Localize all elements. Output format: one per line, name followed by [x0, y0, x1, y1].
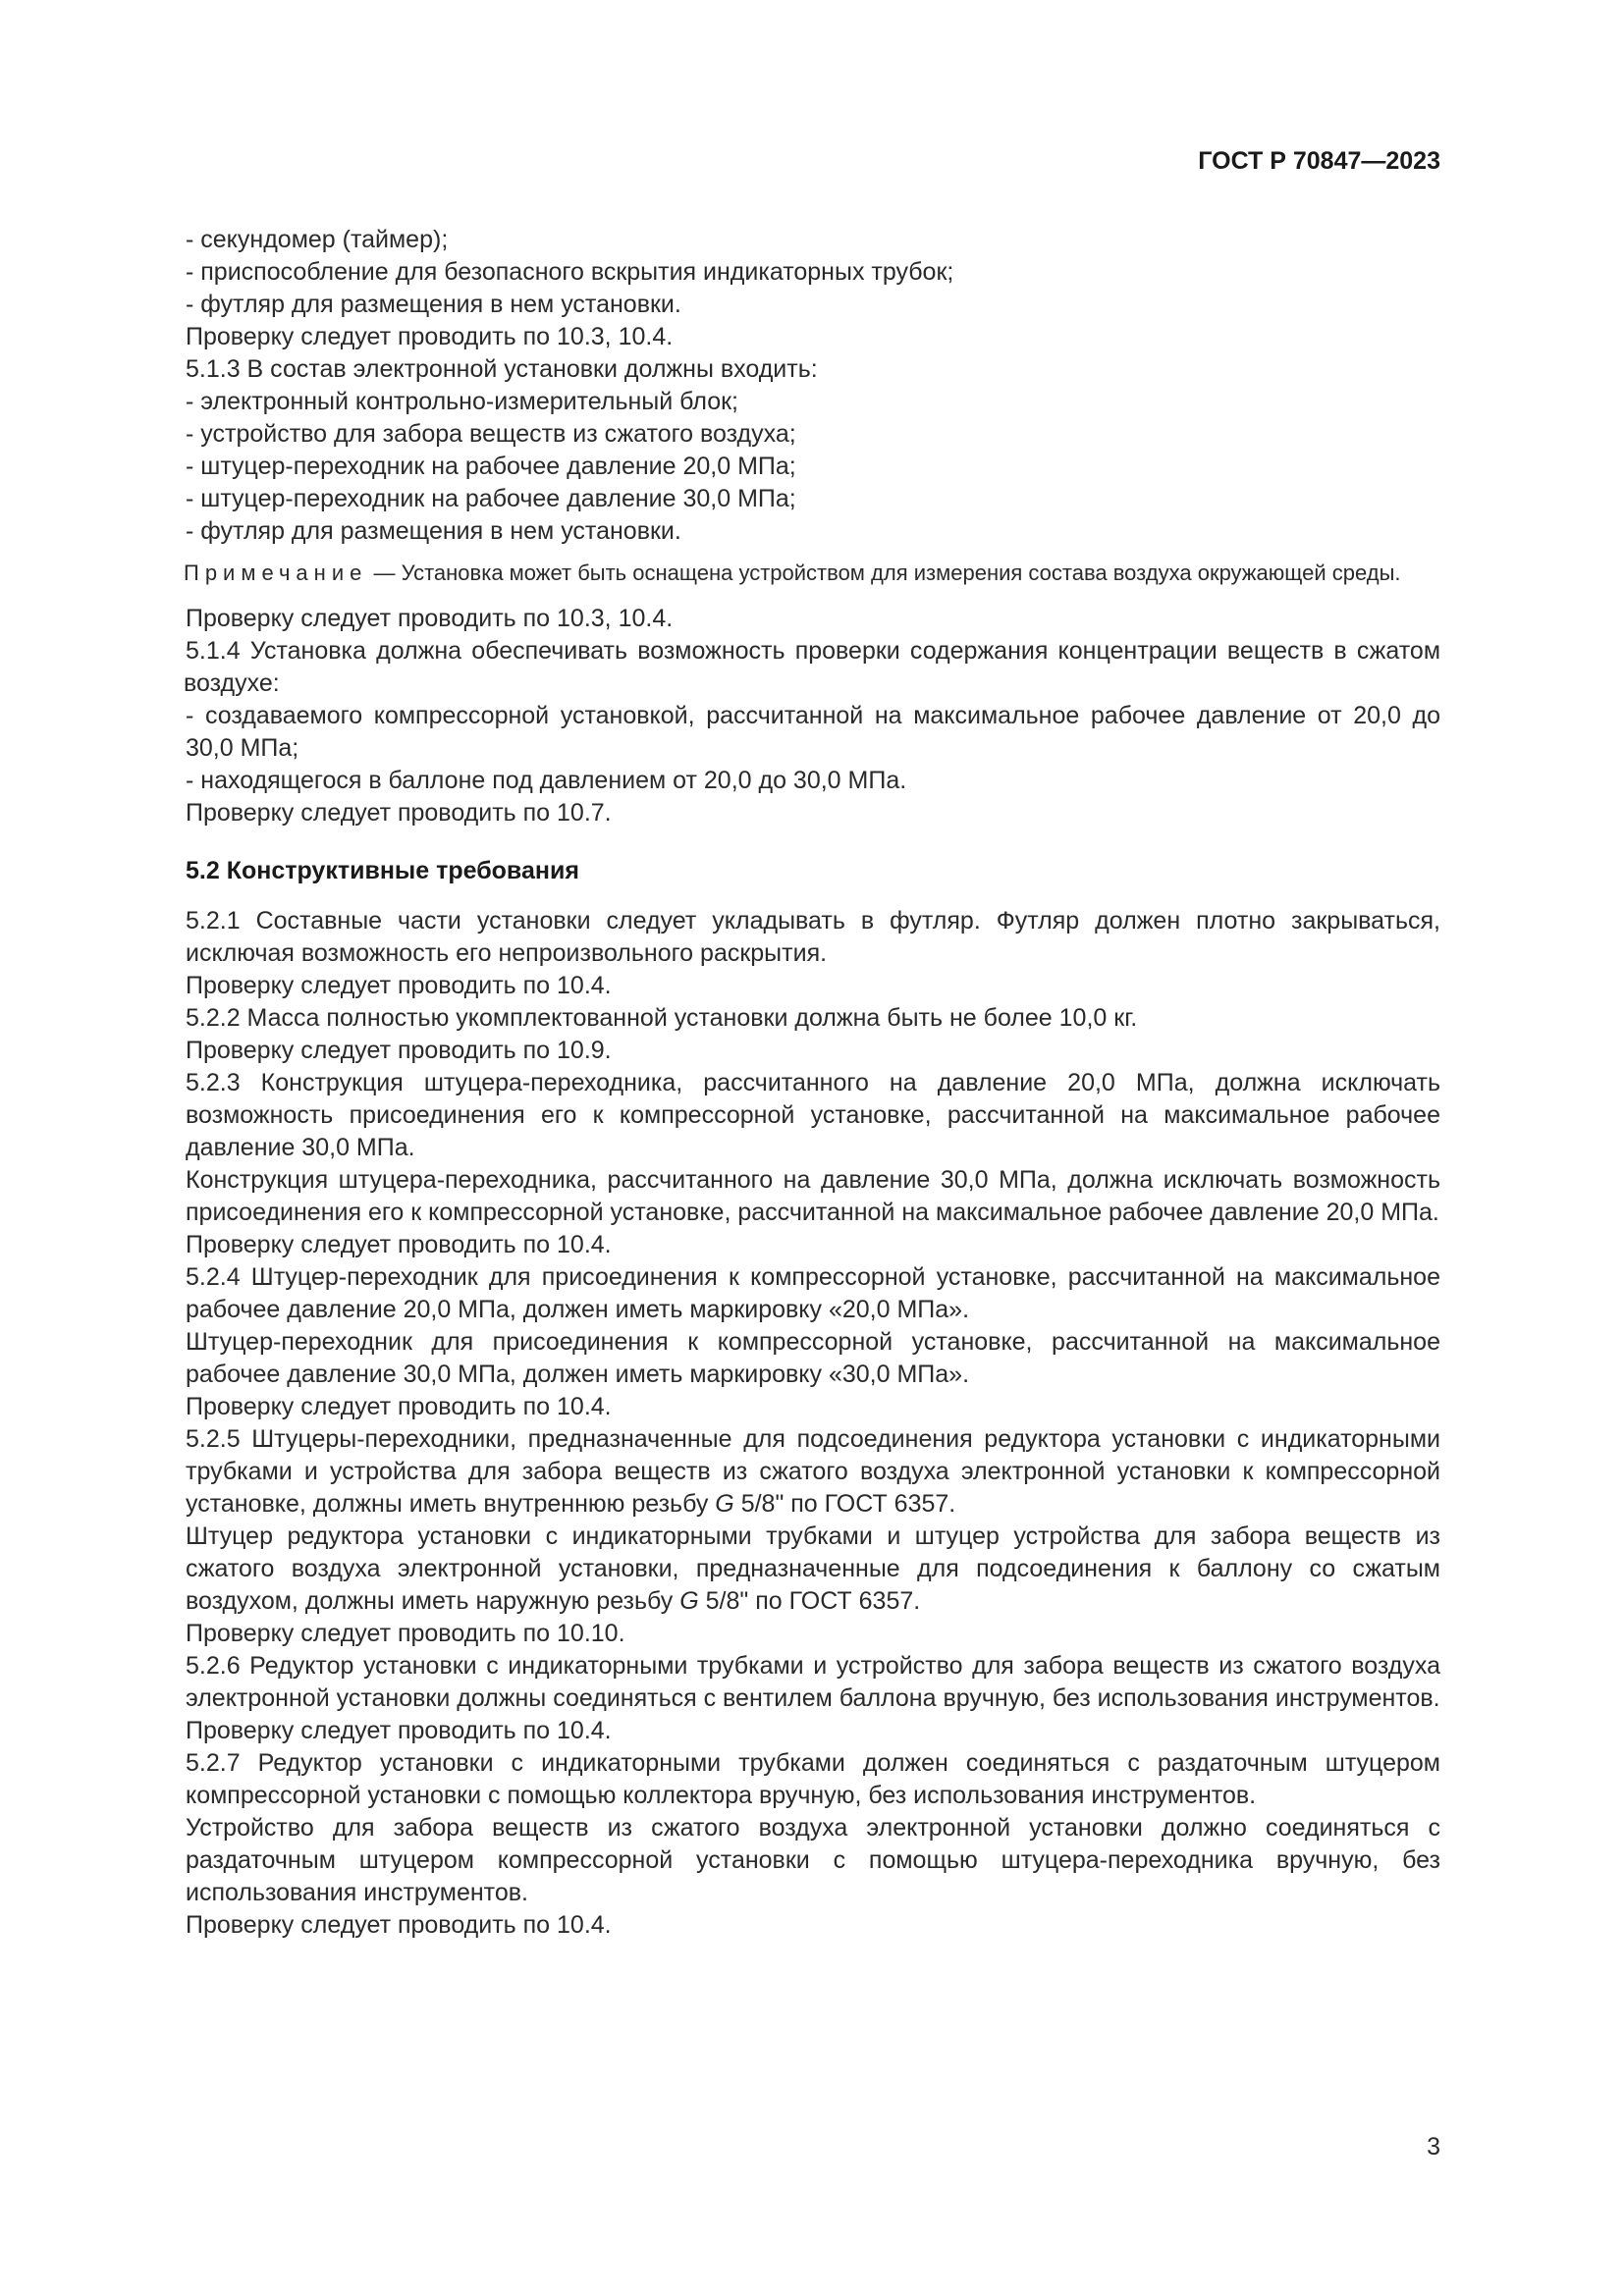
list-item: - находящегося в баллоне под давлением от 20,0 до 30,0 МПа. — [186, 767, 907, 794]
note-text: — Установка может быть оснащена устройством для измерения состава воздуха окружающей среды. — [367, 561, 1401, 585]
document-id: ГОСТ Р 70847—2023 — [1198, 147, 1440, 175]
clause-5-2-3: 5.2.3 Конструкция штуцера-переходника, рассчитанного на давление 20,0 МПа, должна исключать возможность присоединения его к компрессорной установке, рассчитанной на максимальное рабочее давление 30,0 МПа. — [186, 1069, 1440, 1161]
clause-5-2-2: 5.2.2 Масса полностью укомплектованной установки должна быть не более 10,0 кг. — [186, 1004, 1138, 1032]
paragraph: Устройство для забора веществ из сжатого воздуха электронной установки должно соединяться с раздаточным штуцером компрессорной установки с помощью штуцера-переходника вручную, без использования инструментов. — [186, 1814, 1440, 1906]
paragraph: Проверку следует проводить по 10.4. — [186, 972, 612, 999]
list-item: - электронный контрольно-измерительный блок; — [186, 388, 739, 415]
clause-5-1-4: 5.1.4 Установка должна обеспечивать возможность проверки содержания концентрации веществ в сжатом воздухе: — [184, 637, 1440, 697]
clause-5-2-4: 5.2.4 Штуцер-переходник для присоединения к компрессорной установке, рассчитанной на максимальное рабочее давление 20,0 МПа, должен иметь маркировку «20,0 МПа». — [186, 1263, 1440, 1323]
list-item: - устройство для забора веществ из сжатого воздуха; — [186, 420, 796, 448]
paragraph: Проверку следует проводить по 10.4. — [186, 1717, 612, 1744]
note — [184, 558, 1440, 589]
text-run: 5/8" по ГОСТ 6357. — [698, 1587, 921, 1615]
paragraph: Проверку следует проводить по 10.9. — [186, 1037, 612, 1064]
clause-5-2-7: 5.2.7 Редуктор установки с индикаторными трубками должен соединяться с раздаточным штуцером компрессорной установки с помощью коллектора вручную, без использования инструментов. — [186, 1749, 1440, 1809]
paragraph: Проверку следует проводить по 10.4. — [186, 1393, 612, 1420]
paragraph: Проверку следует проводить по 10.4. — [186, 1231, 612, 1258]
note-label: Примечание — [184, 561, 368, 585]
list-item: - приспособление для безопасного вскрытия индикаторных трубок; — [186, 258, 954, 286]
text-run: 5.2.5 Штуцеры-переходники, предназначенные для подсоединения редуктора установки с индикаторными трубками и устройства для забора веществ из сжатого воздуха электронной установки к компрессорной установке, должны иметь внутреннюю резьбу — [186, 1425, 1440, 1518]
section-heading: 5.2 Конструктивные требования — [186, 857, 579, 884]
clause-5-2-1: 5.2.1 Составные части установки следует укладывать в футляр. Футляр должен плотно закрываться, исключая возможность его непроизвольного раскрытия. — [186, 907, 1440, 967]
list-item: - штуцер-переходник на рабочее давление 30,0 МПа; — [186, 485, 796, 512]
paragraph — [184, 1521, 1440, 1618]
paragraph: Проверку следует проводить по 10.3, 10.4. — [186, 323, 674, 350]
paragraph: Конструкция штуцера-переходника, рассчитанного на давление 30,0 МПа, должна исключать возможность присоединения его к компрессорной установке, рассчитанной на максимальное рабочее давление 20,0 МПа. — [186, 1166, 1440, 1226]
clause-5-1-3: 5.1.3 В состав электронной установки должны входить: — [186, 355, 818, 383]
thread-symbol: G — [715, 1490, 734, 1518]
list-item: - секундомер (таймер); — [186, 226, 449, 253]
list-item: - штуцер-переходник на рабочее давление 20,0 МПа; — [186, 453, 796, 480]
paragraph: Проверку следует проводить по 10.4. — [186, 1911, 612, 1939]
paragraph: Проверку следует проводить по 10.3, 10.4. — [186, 605, 674, 632]
list-item: - создаваемого компрессорной установкой, рассчитанной на максимальное рабочее давление от 20,0 до 30,0 МПа; — [186, 702, 1440, 762]
page-number: 3 — [1427, 2133, 1440, 2161]
thread-symbol: G — [679, 1587, 699, 1615]
clause-5-2-6: 5.2.6 Редуктор установки с индикаторными трубками и устройство для забора веществ из сжатого воздуха электронной установки должны соединяться с вентилем баллона вручную, без использования инструментов. — [186, 1652, 1440, 1712]
list-item: - футляр для размещения в нем установки. — [186, 517, 681, 545]
list-item: - футляр для размещения в нем установки. — [186, 291, 681, 318]
clause-5-2-5 — [184, 1423, 1440, 1521]
document-body — [184, 224, 1440, 1942]
text-run: Штуцер редуктора установки с индикаторными трубками и штуцер устройства для забора веществ из сжатого воздуха электронной установки, предназначенные для подсоединения к баллону со сжатым воздухом, должны иметь наружную резьбу — [186, 1522, 1440, 1615]
text-run: 5/8" по ГОСТ 6357. — [733, 1490, 956, 1518]
paragraph: Проверку следует проводить по 10.7. — [186, 799, 612, 827]
paragraph: Штуцер-переходник для присоединения к компрессорной установке, рассчитанной на максимальное рабочее давление 30,0 МПа, должен иметь маркировку «30,0 МПа». — [186, 1328, 1440, 1388]
paragraph: Проверку следует проводить по 10.10. — [186, 1620, 625, 1647]
